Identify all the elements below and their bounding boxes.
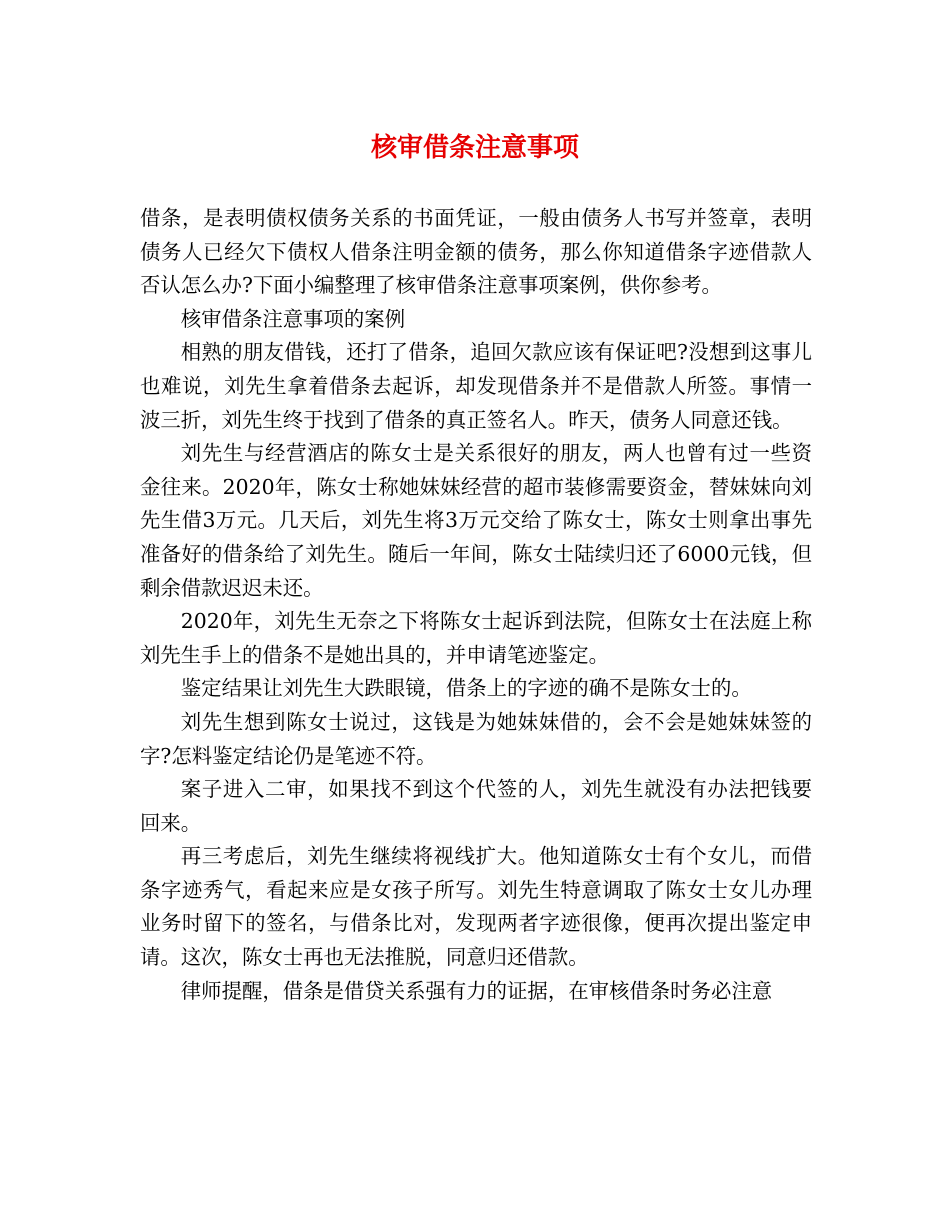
paragraph: 2020年，刘先生无奈之下将陈女士起诉到法院，但陈女士在法庭上称刘先生手上的借条不是她出具的，并申请笔迹鉴定。 xyxy=(140,609,812,667)
paragraph: 刘先生与经营酒店的陈女士是关系很好的朋友，两人也曾有过一些资金往来。2020年，陈女士称她妹妹经营的超市装修需要资金，替妹妹向刘先生借3万元。几天后，刘先生将3万元交给了陈女士，陈女士则拿出事先准备好的借条给了刘先生。随后一年间，陈女士陆续归还了6000元钱，但剩余借款迟迟未还。 xyxy=(140,441,812,600)
paragraph-truncated: 律师提醒，借条是借贷关系强有力的证据，在审核借条时务必注意 xyxy=(180,978,773,1003)
paragraph: 案子进入二审，如果找不到这个代签的人，刘先生就没有办法把钱要回来。 xyxy=(140,777,812,835)
paragraph-intro: 借条，是表明债权债务关系的书面凭证，一般由债务人书写并签章，表明债务人已经欠下债权人借条注明金额的债务，那么你知道借条字迹借款人否认怎么办?下面小编整理了核审借条注意事项案例，供你参考。 xyxy=(140,206,812,298)
paragraph: 刘先生想到陈女士说过，这钱是为她妹妹借的，会不会是她妹妹签的字?怎料鉴定结论仍是笔迹不符。 xyxy=(140,709,812,768)
document-body xyxy=(140,202,812,1008)
paragraph-section-heading: 核审借条注意事项的案例 xyxy=(180,306,406,331)
paragraph: 鉴定结果让刘先生大跌眼镜，借条上的字迹的确不是陈女士的。 xyxy=(180,676,752,701)
document-title: 核审借条注意事项 xyxy=(370,133,579,163)
paragraph: 再三考虑后，刘先生继续将视线扩大。他知道陈女士有个女儿，而借条字迹秀气，看起来应是女孩子所写。刘先生特意调取了陈女士女儿办理业务时留下的签名，与借条比对，发现两者字迹很像，便再次提出鉴定申请。这次，陈女士再也无法推脱，同意归还借款。 xyxy=(140,844,812,970)
paragraph: 相熟的朋友借钱，还打了借条，追回欠款应该有保证吧?没想到这事儿也难说，刘先生拿着借条去起诉，却发现借条并不是借款人所签。事情一波三折，刘先生终于找到了借条的真正签名人。昨天，债务人同意还钱。 xyxy=(140,340,812,432)
